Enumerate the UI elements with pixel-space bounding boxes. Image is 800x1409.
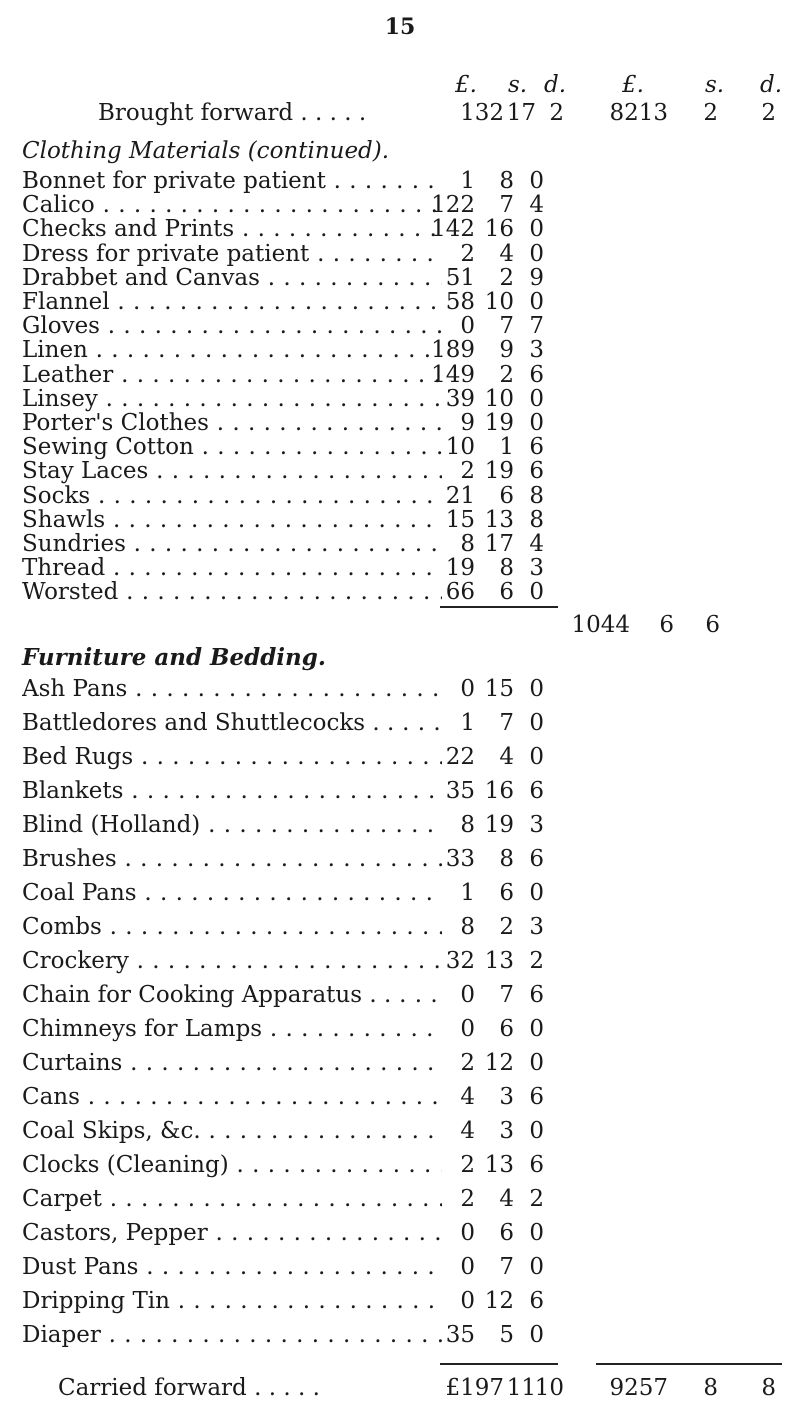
item-pence: 3 [529, 812, 544, 838]
item-pence: 0 [529, 1050, 544, 1076]
item-shillings: 4 [499, 1186, 514, 1212]
item-pence: 3 [529, 914, 544, 940]
ledger-row [0, 1219, 800, 1247]
carried-forward-total-shillings: 8 [703, 1375, 718, 1401]
item-pence: 0 [529, 385, 544, 412]
ledger-row [0, 947, 800, 975]
item-shillings: 6 [499, 880, 514, 906]
item-pence: 3 [529, 555, 544, 582]
ledger-row [0, 1287, 800, 1315]
item-pounds: 1 [460, 880, 475, 906]
item-shillings: 7 [499, 313, 514, 340]
item-shillings: 4 [499, 744, 514, 770]
item-label: Cans . . . [22, 1083, 442, 1111]
item-shillings: 13 [484, 1152, 514, 1178]
item-pounds: 0 [460, 982, 475, 1008]
item-label: Socks . . . [22, 482, 442, 510]
carried-forward-total-pence: 8 [761, 1375, 776, 1401]
item-shillings: 2 [499, 914, 514, 940]
item-label: Chimneys for Lamps . . . [22, 1015, 442, 1043]
item-pounds: 2 [460, 240, 475, 267]
item-pence: 2 [529, 1186, 544, 1212]
item-shillings: 8 [499, 168, 514, 194]
item-pence: 6 [529, 778, 544, 804]
item-pounds: 22 [445, 744, 475, 770]
ledger-row [0, 1083, 800, 1111]
item-pounds: 8 [460, 812, 475, 838]
item-label: Curtains . . . [22, 1049, 442, 1077]
item-pounds: 66 [445, 579, 475, 606]
item-pence: 0 [529, 1220, 544, 1246]
item-shillings: 15 [484, 676, 514, 702]
brought-forward-row [0, 99, 800, 127]
item-pence: 8 [529, 506, 544, 533]
left-shillings-header: s. [508, 72, 528, 98]
item-pence: 0 [529, 710, 544, 736]
page-number: 15 [384, 14, 416, 40]
ledger-row [0, 1185, 800, 1213]
ledger-row [0, 1015, 800, 1043]
item-shillings: 8 [499, 555, 514, 582]
item-label: Drabbet and Canvas . . . [22, 264, 442, 292]
item-label: Calico . . . [22, 191, 442, 219]
item-shillings: 7 [499, 192, 514, 219]
item-label: Crockery . . . [22, 947, 442, 975]
item-label: Chain for Cooking Apparatus . . . . . [22, 981, 442, 1009]
item-label: Coal Pans . . . [22, 879, 442, 907]
item-label: Blind (Holland) . . . [22, 811, 442, 839]
brought-forward-label: Brought forward . . . . . [98, 100, 367, 126]
carried-rule-right [596, 1363, 782, 1365]
subtotal-row [0, 611, 800, 639]
right-pounds-header: £. [622, 72, 644, 98]
ledger-row [0, 845, 800, 873]
item-shillings: 16 [484, 778, 514, 804]
item-pence: 4 [529, 192, 544, 219]
ledger-row [0, 981, 800, 1009]
item-pence: 0 [529, 579, 544, 606]
item-shillings: 5 [499, 1322, 514, 1348]
item-pounds: 15 [445, 506, 475, 533]
item-label: Clocks (Cleaning) . . . [22, 1151, 442, 1179]
item-pence: 7 [529, 313, 544, 340]
left-pence-header: d. [544, 72, 567, 98]
item-pounds: 0 [460, 1288, 475, 1314]
item-label: Bed Rugs . . . [22, 743, 442, 771]
item-pounds: 149 [431, 361, 475, 388]
item-label: Battledores and Shuttlecocks . . . . . [22, 709, 442, 737]
item-label: Gloves . . . [22, 312, 442, 340]
item-pence: 6 [529, 1084, 544, 1110]
ledger-row [0, 1117, 800, 1145]
item-shillings: 12 [484, 1050, 514, 1076]
item-pence: 6 [529, 846, 544, 872]
ledger-row [0, 879, 800, 907]
item-pounds: 4 [460, 1118, 475, 1144]
item-shillings: 19 [484, 812, 514, 838]
item-shillings: 7 [499, 982, 514, 1008]
ledger-row [0, 1049, 800, 1077]
item-pounds: 189 [431, 337, 475, 364]
item-pence: 6 [529, 1152, 544, 1178]
item-pence: 4 [529, 531, 544, 557]
item-shillings: 13 [484, 948, 514, 974]
brought-forward-total-pence: 2 [761, 100, 776, 126]
item-pence: 6 [529, 361, 544, 388]
ledger-row [0, 743, 800, 771]
item-label: Sewing Cotton . . . [22, 433, 442, 461]
subtotal-shillings: 6 [659, 612, 674, 638]
item-label: Dripping Tin . . . [22, 1287, 442, 1315]
item-pounds: 32 [445, 948, 475, 974]
item-pounds: 9 [460, 410, 475, 436]
brought-forward-pence: 2 [549, 100, 564, 126]
item-pence: 6 [529, 434, 544, 461]
item-label: Combs . . . [22, 913, 442, 941]
item-pence: 8 [529, 482, 544, 509]
item-pounds: 35 [445, 778, 475, 804]
ledger-row [0, 1321, 800, 1349]
carried-rule-left [440, 1363, 558, 1365]
item-label: Dust Pans . . . [22, 1253, 442, 1281]
subtotal-pounds: 1044 [571, 612, 630, 638]
item-label: Diaper . . . [22, 1321, 442, 1349]
section-title: Furniture and Bedding. [22, 644, 326, 671]
item-pounds: 0 [460, 676, 475, 702]
item-shillings: 7 [499, 710, 514, 736]
item-label: Blankets . . . [22, 777, 442, 805]
left-pounds-header: £. [455, 72, 477, 98]
item-label: Castors, Pepper . . . [22, 1219, 442, 1247]
item-pence: 0 [529, 880, 544, 906]
carried-forward-label: Carried forward . . . . . [58, 1375, 320, 1401]
item-pounds: 1 [460, 710, 475, 736]
item-shillings: 7 [499, 1254, 514, 1280]
carried-forward-pounds: £197 [445, 1375, 504, 1401]
item-label: Stay Laces . . . [22, 457, 442, 485]
item-shillings: 6 [499, 482, 514, 509]
item-label: Dress for private patient . . . [22, 240, 442, 268]
ledger-row [0, 709, 800, 737]
item-label: Leather . . . [22, 361, 442, 389]
item-pounds: 2 [460, 1152, 475, 1178]
item-label: Porter's Clothes . . . [22, 409, 442, 437]
item-shillings: 12 [484, 1288, 514, 1314]
item-pence: 3 [529, 337, 544, 364]
item-pounds: 51 [445, 264, 475, 291]
item-pounds: 1 [460, 168, 475, 194]
item-shillings: 4 [499, 240, 514, 267]
item-shillings: 16 [484, 216, 514, 243]
item-shillings: 9 [499, 337, 514, 364]
item-pounds: 33 [445, 846, 475, 872]
item-pence: 0 [529, 1118, 544, 1144]
item-shillings: 3 [499, 1118, 514, 1144]
ledger-row [0, 913, 800, 941]
item-label: Sundries . . . [22, 530, 442, 558]
subtotal-pence: 6 [705, 612, 720, 638]
ledger-row [0, 777, 800, 805]
item-label: Carpet . . . [22, 1185, 442, 1213]
item-pence: 0 [529, 676, 544, 702]
item-shillings: 6 [499, 1220, 514, 1246]
carried-forward-shillings: 11 [506, 1375, 536, 1401]
item-shillings: 8 [499, 846, 514, 872]
item-pounds: 0 [460, 1220, 475, 1246]
item-pence: 2 [529, 948, 544, 974]
item-pence: 6 [529, 982, 544, 1008]
item-pounds: 39 [445, 385, 475, 412]
item-pence: 0 [529, 1254, 544, 1280]
subtotal-rule [440, 606, 558, 608]
item-pounds: 0 [460, 313, 475, 340]
brought-forward-pounds: 132 [460, 100, 504, 126]
item-pence: 0 [529, 410, 544, 436]
item-pounds: 0 [460, 1254, 475, 1280]
item-label: Linsey . . . [22, 385, 442, 413]
ledger-row [0, 675, 800, 703]
item-shillings: 13 [484, 506, 514, 533]
carried-forward-row [0, 1374, 800, 1402]
right-pence-header: d. [760, 72, 783, 98]
item-pence: 0 [529, 289, 544, 315]
item-pence: 9 [529, 264, 544, 291]
item-shillings: 10 [484, 289, 514, 315]
item-label: Bonnet for private patient . . . [22, 167, 442, 195]
item-pence: 0 [529, 216, 544, 243]
item-pounds: 21 [445, 482, 475, 509]
item-pounds: 142 [431, 216, 475, 243]
section-title: Clothing Materials (continued). [22, 138, 390, 164]
item-shillings: 3 [499, 1084, 514, 1110]
item-shillings: 19 [484, 458, 514, 485]
carried-forward-total-pounds: 9257 [609, 1375, 668, 1401]
item-pounds: 19 [445, 555, 475, 582]
brought-forward-shillings: 17 [506, 100, 536, 126]
item-pounds: 2 [460, 1186, 475, 1212]
item-pounds: 35 [445, 1322, 475, 1348]
item-pence: 0 [529, 1016, 544, 1042]
item-pounds: 10 [445, 434, 475, 461]
item-label: Flannel . . . [22, 288, 442, 316]
item-shillings: 10 [484, 385, 514, 412]
item-pounds: 0 [460, 1016, 475, 1042]
item-label: Checks and Prints . . . [22, 215, 442, 243]
item-pounds: 8 [460, 914, 475, 940]
item-pounds: 58 [445, 289, 475, 315]
carried-forward-pence: 10 [534, 1375, 564, 1401]
item-pence: 6 [529, 458, 544, 485]
item-pence: 0 [529, 240, 544, 267]
brought-forward-total-shillings: 2 [703, 100, 718, 126]
item-label: Brushes . . . [22, 845, 442, 873]
item-label: Coal Skips, &c. . . . [22, 1117, 442, 1145]
item-pounds: 122 [431, 192, 475, 219]
item-shillings: 17 [484, 531, 514, 557]
item-label: Worsted . . . [22, 578, 442, 606]
ledger-row [0, 1253, 800, 1281]
item-pounds: 8 [460, 531, 475, 557]
item-label: Linen . . . [22, 336, 442, 364]
item-shillings: 19 [484, 410, 514, 436]
item-pence: 0 [529, 744, 544, 770]
ledger-row [0, 811, 800, 839]
item-shillings: 2 [499, 361, 514, 388]
item-pence: 0 [529, 168, 544, 194]
item-shillings: 6 [499, 1016, 514, 1042]
item-label: Shawls . . . [22, 506, 442, 534]
item-pence: 0 [529, 1322, 544, 1348]
item-pounds: 4 [460, 1084, 475, 1110]
ledger-row [0, 578, 800, 606]
item-pounds: 2 [460, 458, 475, 485]
right-shillings-header: s. [705, 72, 725, 98]
item-label: Ash Pans . . . [22, 675, 442, 703]
brought-forward-total-pounds: 8213 [609, 100, 668, 126]
item-shillings: 6 [499, 579, 514, 606]
ledger-row [0, 1151, 800, 1179]
item-label: Thread . . . [22, 554, 442, 582]
item-shillings: 1 [499, 434, 514, 461]
item-shillings: 2 [499, 264, 514, 291]
item-pence: 6 [529, 1288, 544, 1314]
item-pounds: 2 [460, 1050, 475, 1076]
